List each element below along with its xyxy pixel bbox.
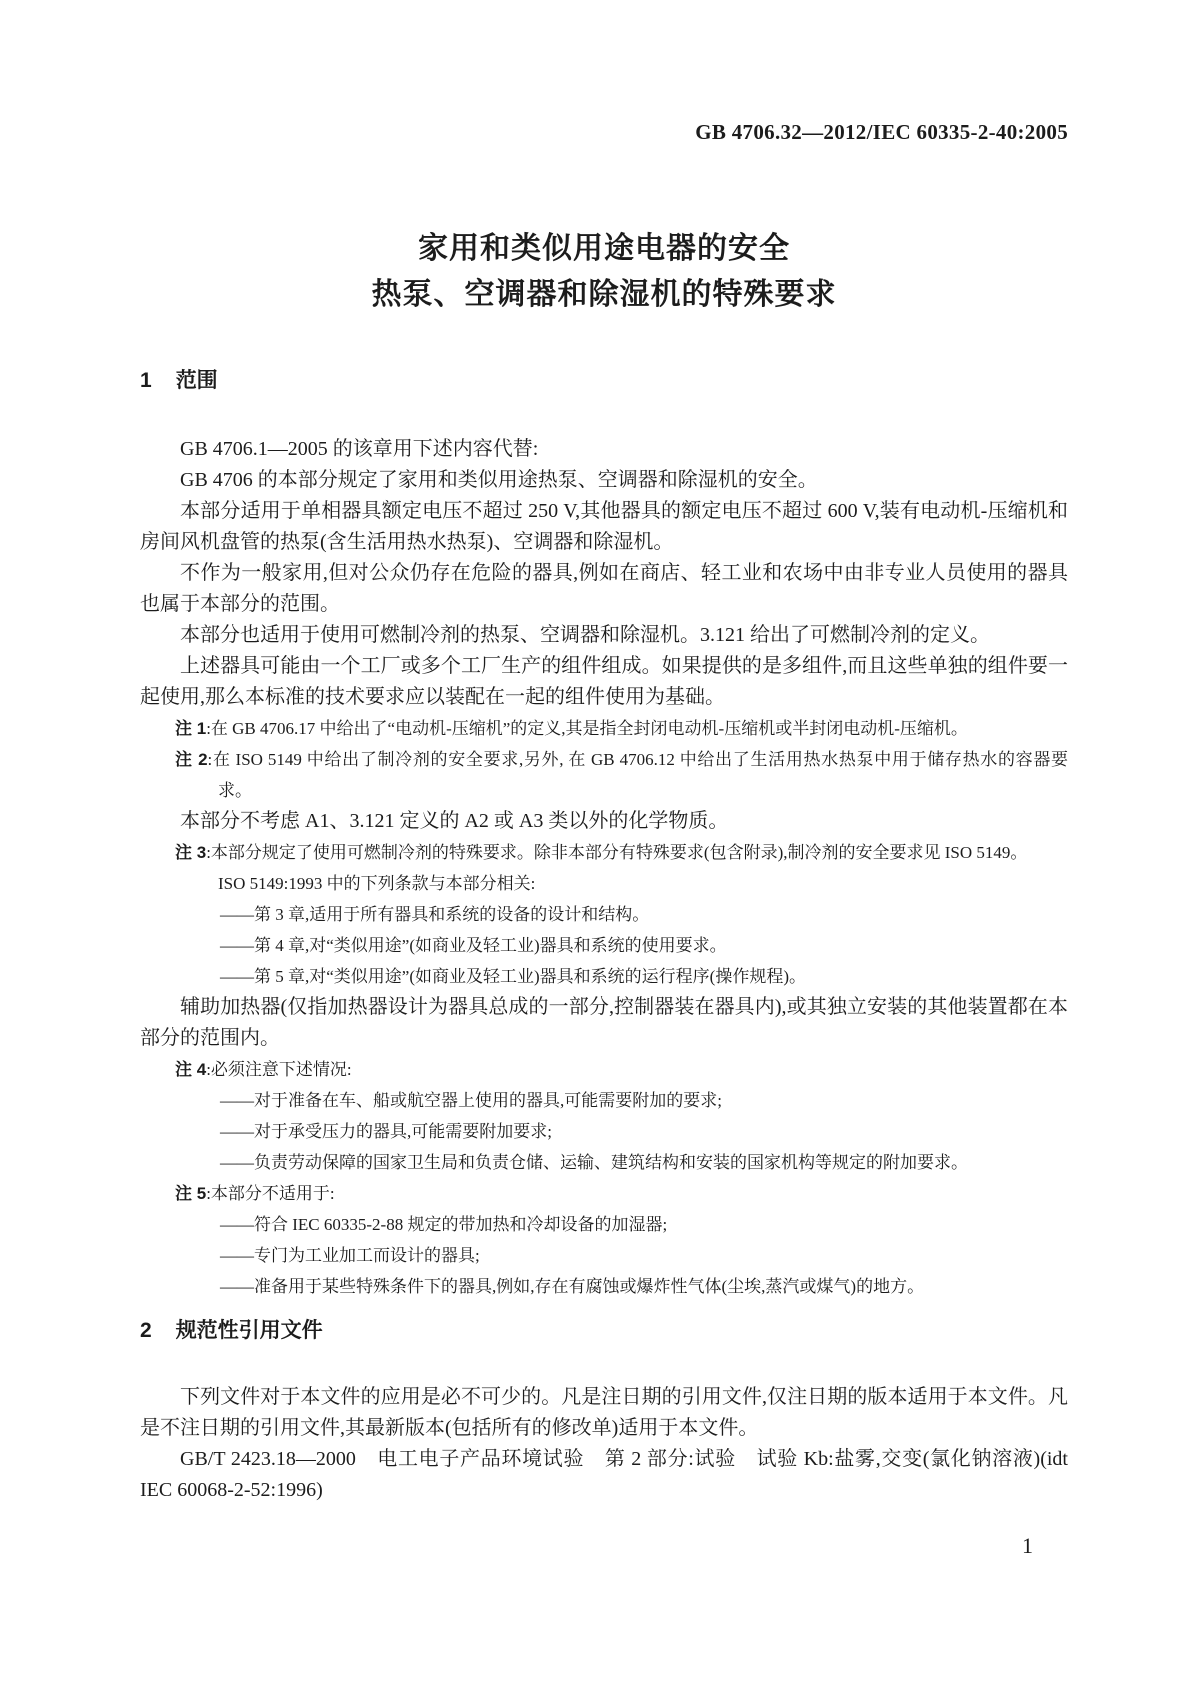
paragraph: 本部分也适用于使用可燃制冷剂的热泵、空调器和除湿机。3.121 给出了可燃制冷剂的定义。	[180, 624, 990, 646]
paragraph: GB 4706.1—2005 的该章用下述内容代替:	[180, 438, 539, 460]
note-3-text: :本部分规定了使用可燃制冷剂的特殊要求。除非本部分有特殊要求(包含附录),制冷剂的安全要求见 ISO 5149。	[206, 843, 1028, 862]
note-dash-item: ——符合 IEC 60335-2-88 规定的带加热和冷却设备的加湿器;	[220, 1215, 668, 1234]
note-dash-item: ——准备用于某些特殊条件下的器具,例如,存在有腐蚀或爆炸性气体(尘埃,蒸汽或煤气)的地方。	[220, 1277, 925, 1296]
section-1-title: 范围	[175, 369, 218, 392]
note-1-label: 注 1	[175, 719, 207, 738]
document-title	[140, 226, 1068, 318]
note-2-label: 注 2	[175, 750, 208, 769]
paragraph: 下列文件对于本文件的应用是必不可少的。凡是注日期的引用文件,仅注日期的版本适用于本文件。凡是不注日期的引用文件,其最新版本(包括所有的修改单)适用于本文件。	[140, 1386, 1068, 1439]
page-content	[140, 0, 1068, 1506]
note-2	[175, 744, 1068, 806]
section-2-title: 规范性引用文件	[175, 1319, 323, 1342]
section-2-number: 2	[140, 1319, 152, 1342]
paragraph: 本部分适用于单相器具额定电压不超过 250 V,其他器具的额定电压不超过 600 V,装有电动机-压缩机和房间风机盘管的热泵(含生活用热水热泵)、空调器和除湿机。	[140, 500, 1068, 553]
paragraph: GB 4706 的本部分规定了家用和类似用途热泵、空调器和除湿机的安全。	[180, 469, 818, 491]
note-4-text: :必须注意下述情况:	[206, 1060, 352, 1079]
note-1-text: :在 GB 4706.17 中给出了“电动机-压缩机”的定义,其是指全封闭电动机-压缩机或半封闭电动机-压缩机。	[206, 719, 968, 738]
section-2-heading	[140, 1316, 1068, 1346]
reference-entry: GB/T 2423.18—2000 电工电子产品环境试验 第 2 部分:试验 试验 Kb:盐雾,交变(氯化钠溶液)(idt IEC 60068-2-52:1996)	[140, 1448, 1068, 1501]
note-5	[175, 1178, 1068, 1209]
note-5-label: 注 5	[175, 1184, 207, 1203]
paragraph: 上述器具可能由一个工厂或多个工厂生产的组件组成。如果提供的是多组件,而且这些单独的组件要一起使用,那么本标准的技术要求应以装配在一起的组件使用为基础。	[140, 655, 1068, 708]
note-dash-item: ——第 5 章,对“类似用途”(如商业及轻工业)器具和系统的运行程序(操作规程)。	[220, 967, 806, 986]
standard-number: GB 4706.32—2012/IEC 60335-2-40:2005	[695, 120, 1068, 144]
note-2-text: :在 ISO 5149 中给出了制冷剂的安全要求,另外, 在 GB 4706.12 中给出了生活用热水热泵中用于储存热水的容器要求。	[207, 750, 1068, 800]
note-dash-item: ——对于准备在车、船或航空器上使用的器具,可能需要附加的要求;	[220, 1091, 722, 1110]
note-dash-item: ——第 3 章,适用于所有器具和系统的设备的设计和结构。	[220, 905, 650, 924]
note-dash-item: ——第 4 章,对“类似用途”(如商业及轻工业)器具和系统的使用要求。	[220, 936, 727, 955]
section-1-number: 1	[140, 369, 152, 392]
note-4	[175, 1054, 1068, 1085]
paragraph: 不作为一般家用,但对公众仍存在危险的器具,例如在商店、轻工业和农场中由非专业人员使用的器具也属于本部分的范围。	[140, 562, 1068, 615]
page-number: 1	[1022, 1533, 1033, 1558]
note-dash-item: ——对于承受压力的器具,可能需要附加要求;	[220, 1122, 552, 1141]
title-line-2: 热泵、空调器和除湿机的特殊要求	[371, 278, 837, 311]
paragraph: 本部分不考虑 A1、3.121 定义的 A2 或 A3 类以外的化学物质。	[180, 810, 729, 832]
note-3	[175, 837, 1068, 868]
note-dash-item: ——专门为工业加工而设计的器具;	[220, 1246, 480, 1265]
note-dash-item: ——负责劳动保障的国家卫生局和负责仓储、运输、建筑结构和安装的国家机构等规定的附加要求。	[220, 1153, 968, 1172]
note-3-label: 注 3	[175, 843, 207, 862]
note-4-label: 注 4	[175, 1060, 207, 1079]
note-5-text: :本部分不适用于:	[206, 1184, 335, 1203]
note-1	[175, 713, 1068, 744]
section-1-heading	[140, 366, 1068, 396]
note-3-subline: ISO 5149:1993 中的下列条款与本部分相关:	[218, 874, 536, 893]
paragraph: 辅助加热器(仅指加热器设计为器具总成的一部分,控制器装在器具内),或其独立安装的其他装置都在本部分的范围内。	[140, 996, 1068, 1049]
title-line-1: 家用和类似用途电器的安全	[418, 232, 790, 265]
